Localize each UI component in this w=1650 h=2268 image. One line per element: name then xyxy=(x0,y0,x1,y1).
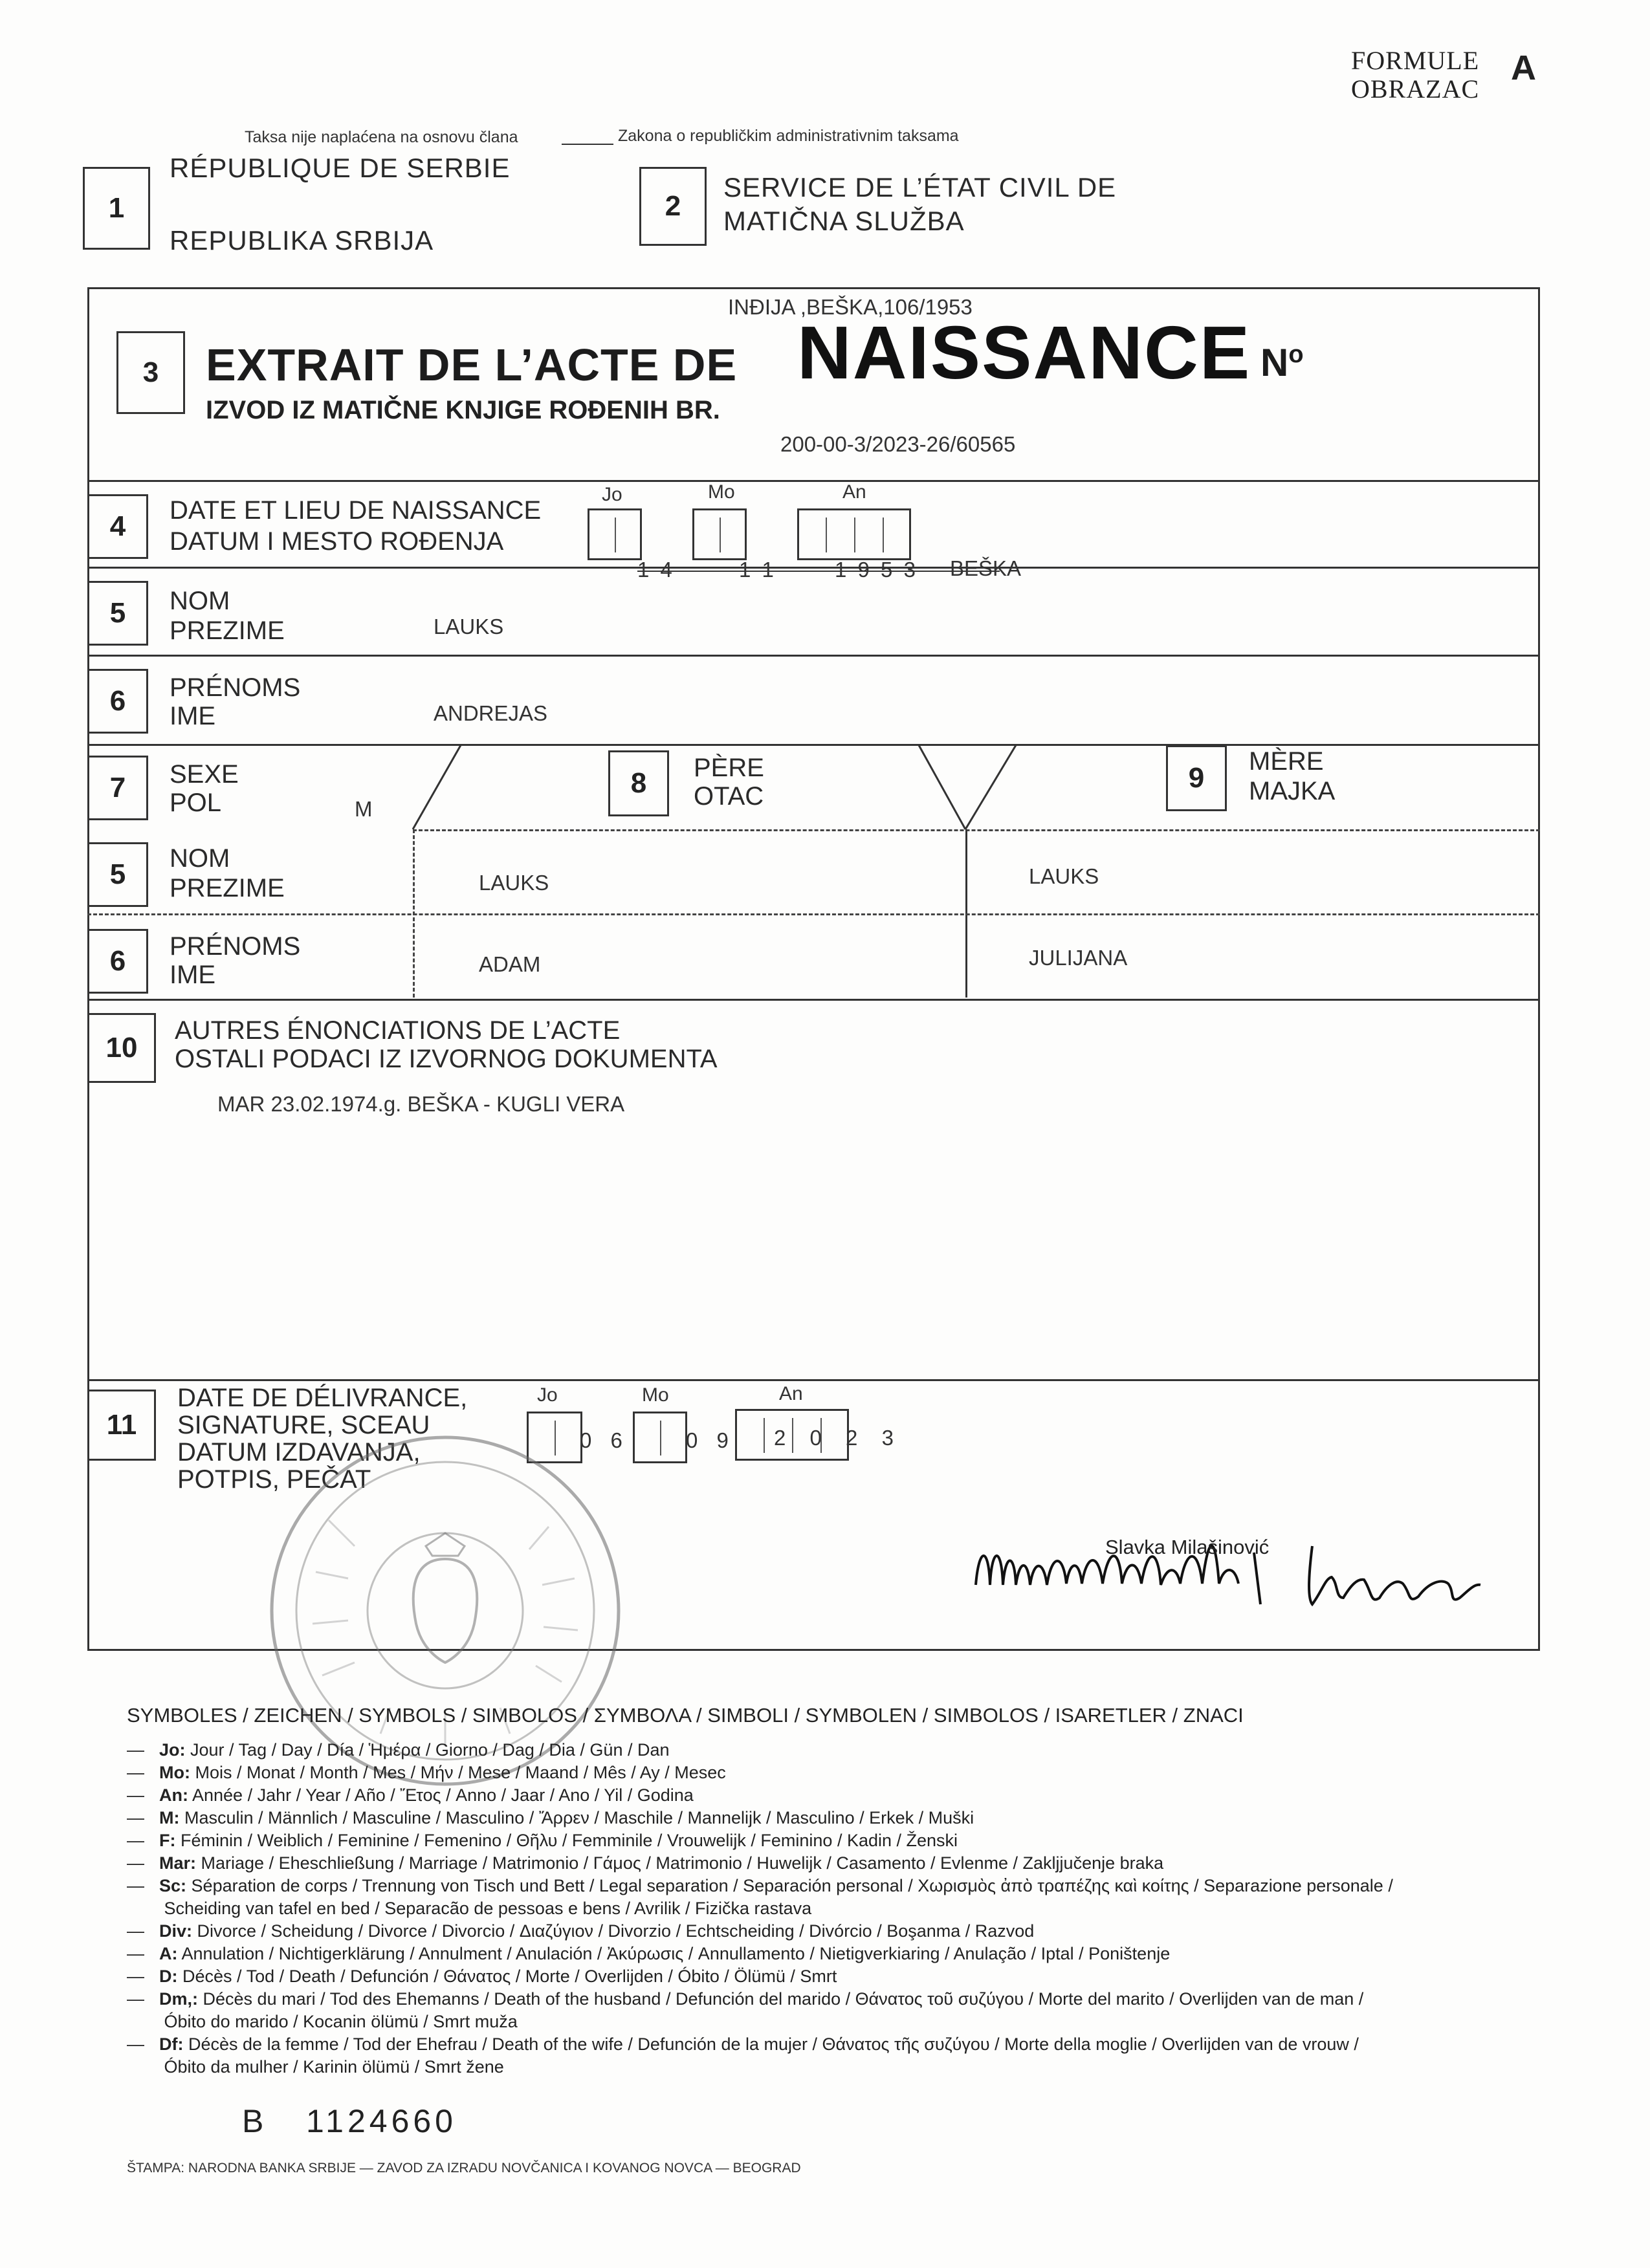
legend-bullet: — xyxy=(127,1944,144,1963)
tax-note-part2: Zakona o republičkim administrativnim taksama xyxy=(618,127,959,145)
legend-item xyxy=(127,1965,1393,1988)
civil-service-sr: MATIČNA SLUŽBA xyxy=(723,206,965,236)
parents-surname-number: 5 xyxy=(87,842,148,907)
other-info-label-sr: OSTALI PODACI IZ IZVORNOG DOKUMENTA xyxy=(175,1045,718,1073)
other-info-label-fr: AUTRES ÉNONCIATIONS DE L’ACTE xyxy=(175,1016,621,1045)
legend-key: A: xyxy=(159,1944,178,1963)
legend-bullet: — xyxy=(127,1989,144,2009)
row-11-number: 11 xyxy=(87,1390,156,1461)
serial-number xyxy=(242,2102,457,2140)
parents-given-name-label-fr: PRÉNOMS xyxy=(170,932,301,961)
legend-key: F: xyxy=(159,1831,176,1850)
issue-date-label-3: DATUM IZDAVANJA, xyxy=(177,1438,421,1467)
legend-bullet: — xyxy=(127,1740,144,1760)
legend-item xyxy=(127,1784,1393,1807)
legend-list xyxy=(127,1739,1393,2078)
formule-line-1: FORMULE xyxy=(1351,46,1480,75)
title-no-superscript: o xyxy=(1288,341,1304,368)
issue-day-value: 0 6 xyxy=(580,1428,629,1452)
legend-key: An: xyxy=(159,1785,188,1805)
legend-key: Dm,: xyxy=(159,1989,198,2009)
legend-bullet: — xyxy=(127,1921,144,1941)
legend-bullet: — xyxy=(127,1853,144,1873)
legend-item xyxy=(127,1761,1393,1784)
digit-separator xyxy=(764,1418,765,1453)
legend-bullet: — xyxy=(127,1785,144,1805)
registry-reference: INĐIJA ,BEŠKA,106/1953 xyxy=(728,295,973,319)
handwritten-signature xyxy=(950,1507,1506,1630)
legend-text: Jour / Tag / Day / Día / Ἡμέρα / Giorno / Dag / Dia / Gün / Dan xyxy=(190,1740,670,1760)
printer-imprint: ŠTAMPA: NARODNA BANKA SRBIJE — ZAVOD ZA IZRADU NOVČANICA I KOVANOG NOVCA — BEOGRAD xyxy=(127,2161,801,2175)
divider xyxy=(87,1379,1540,1381)
legend-key: Sc: xyxy=(159,1876,187,1895)
legend-bullet: — xyxy=(127,1831,144,1850)
legend-text: Annulation / Nichtigerklärung / Annulment / Anulación / Ἀκύρωσις / Annullamento / Nietigverkiaring / Anulação / Iptal / Poništenje xyxy=(181,1944,1171,1963)
legend-bullet: — xyxy=(127,1763,144,1782)
parents-given-name-label-sr: IME xyxy=(170,961,216,989)
issue-date-label-1: DATE DE DÉLIVRANCE, xyxy=(177,1384,468,1412)
parents-surname-label-sr: PREZIME xyxy=(170,874,285,902)
legend-text: Divorce / Scheidung / Divorce / Divorcio / Διαζύγιον / Divorzio / Echtscheiding / Divórcio / Boşanma / Razvod xyxy=(197,1921,1035,1941)
legend-text: Masculin / Männlich / Masculine / Masculino / Ἄρρεν / Maschile / Mannelijk / Masculino / Erkek / Muški xyxy=(184,1808,974,1827)
legend-text: Décès de la femme / Tod der Ehefrau / Death of the wife / Defunción de la mujer / Θάνατος τῆς συζύγου / Morte della moglie / Overlijden van de vrouw / xyxy=(188,2034,1359,2054)
row-10-number: 10 xyxy=(87,1013,156,1083)
given-name-value: ANDREJAS xyxy=(434,701,548,725)
certificate-number: 200-00-3/2023-26/60565 xyxy=(780,432,1016,456)
title-naissance: NAISSANCE xyxy=(797,311,1251,395)
row-5-number: 5 xyxy=(87,581,148,646)
row-6-number: 6 xyxy=(87,669,148,734)
mother-surname-value: LAUKS xyxy=(1029,864,1099,888)
legend-item xyxy=(127,1829,1393,1852)
legend-bullet: — xyxy=(127,1808,144,1827)
legend-item xyxy=(127,2056,1393,2078)
formule-letter: A xyxy=(1511,49,1536,87)
marriage-note: MAR 23.02.1974.g. BEŠKA - KUGLI VERA xyxy=(217,1092,625,1116)
year-header: An xyxy=(842,481,866,503)
legend-text: Séparation de corps / Trennung von Tisch und Bett / Legal separation / Separación personal / Χωρισμὸς ἀπὸ τραπέζης καὶ κοίτης / Separazione personale / xyxy=(191,1876,1393,1895)
birth-year-value: 1 9 5 3 xyxy=(835,558,918,582)
row-7-number: 7 xyxy=(87,756,148,820)
box-3-number: 3 xyxy=(116,331,185,414)
legend-text: Décès du mari / Tod des Ehemanns / Death of the husband / Defunción del marido / Θάνατος τοῦ συζύγου / Morte del marito / Overlijden van de man / xyxy=(203,1989,1364,2009)
issue-year-value: 2 0 2 3 xyxy=(774,1426,903,1450)
issue-year-header: An xyxy=(779,1383,803,1404)
box-1-number: 1 xyxy=(83,167,150,250)
legend-key: D: xyxy=(159,1967,178,1986)
mother-label-sr: MAJKA xyxy=(1249,777,1336,805)
issue-day-header: Jo xyxy=(537,1384,558,1406)
mother-number: 9 xyxy=(1166,745,1227,811)
parent-divider-right xyxy=(965,745,1016,829)
title-subtitle-sr: IZVOD IZ MATIČNE KNJIGE ROĐENIH BR. xyxy=(206,396,720,424)
legend-key: Mar: xyxy=(159,1853,197,1873)
legend-key: M: xyxy=(159,1808,180,1827)
legend-text: Scheiding van tafel en bed / Separacão de pessoas e bens / Avrilik / Fizička rastava xyxy=(164,1899,812,1918)
legend-text: Décès / Tod / Death / Defunción / Θάνατος / Morte / Overlijden / Óbito / Ölümü / Smrt xyxy=(182,1967,837,1986)
father-given-name-value: ADAM xyxy=(479,952,541,976)
mother-given-name-value: JULIJANA xyxy=(1029,946,1128,970)
issue-date-label-2: SIGNATURE, SCEAU xyxy=(177,1411,430,1439)
republic-fr: RÉPUBLIQUE DE SERBIE xyxy=(170,153,511,183)
legend-bullet: — xyxy=(127,1876,144,1895)
legend-item xyxy=(127,1875,1393,1897)
issue-month-value: 0 9 xyxy=(686,1428,735,1452)
day-header: Jo xyxy=(602,484,622,505)
father-number: 8 xyxy=(608,750,669,816)
surname-value: LAUKS xyxy=(434,615,504,638)
legend-item xyxy=(127,2033,1393,2056)
legend-key: Jo: xyxy=(159,1740,186,1760)
row-4-number: 4 xyxy=(87,494,148,559)
given-name-label-sr: IME xyxy=(170,702,216,730)
father-label-sr: OTAC xyxy=(694,782,764,811)
title-extrait: EXTRAIT DE L’ACTE DE xyxy=(206,340,738,390)
month-header: Mo xyxy=(708,481,735,503)
given-name-label-fr: PRÉNOMS xyxy=(170,673,301,702)
title-no-letter: N xyxy=(1260,341,1289,384)
tax-note-part1: Taksa nije naplaćena na osnovu člana xyxy=(245,128,518,146)
republic-sr: REPUBLIKA SRBIJA xyxy=(170,225,434,256)
serial-series: B xyxy=(242,2103,268,2139)
legend-key: Div: xyxy=(159,1921,193,1941)
surname-label-fr: NOM xyxy=(170,587,230,615)
legend-bullet: — xyxy=(127,2034,144,2054)
legend-item xyxy=(127,1852,1393,1875)
formule-line-2: OBRAZAC xyxy=(1351,74,1480,104)
legend-text: Féminin / Weiblich / Feminine / Femenino / Θῆλυ / Femminile / Vrouwelijk / Feminino / Kadin / Ženski xyxy=(181,1831,958,1850)
mother-label-fr: MÈRE xyxy=(1249,747,1324,776)
legend-key: Mo: xyxy=(159,1763,190,1782)
divider xyxy=(87,999,1540,1001)
parents-surname-label-fr: NOM xyxy=(170,844,230,873)
legend-text: Année / Jahr / Year / Año / Ἔτος / Anno / Jaar / Ano / Yil / Godina xyxy=(192,1785,694,1805)
sex-label-sr: POL xyxy=(170,789,222,817)
sex-label-fr: SEXE xyxy=(170,760,239,789)
legend-text: Óbito do marido / Kocanin ölümü / Smrt muža xyxy=(164,2012,518,2031)
parent-divider-left xyxy=(919,745,965,829)
birth-date-label-fr: DATE ET LIEU DE NAISSANCE xyxy=(170,496,542,525)
dashed-divider xyxy=(413,829,1540,831)
legend-item xyxy=(127,1897,1393,1920)
sex-divider-diagonal xyxy=(413,745,461,829)
official-seal-stamp xyxy=(251,1430,639,1792)
legend-text: Mois / Monat / Month / Mes / Μήν / Mese / Maand / Mês / Ay / Mesec xyxy=(195,1763,726,1782)
legend-item xyxy=(127,1943,1393,1965)
legend-item xyxy=(127,1739,1393,1761)
legend-text: Mariage / Eheschließung / Marriage / Matrimonio / Γάμος / Matrimonio / Huwelijk / Casamento / Evlenme / Zakljjučenje braka xyxy=(201,1853,1164,1873)
legend-item xyxy=(127,2011,1393,2033)
parents-given-name-number: 6 xyxy=(87,929,148,994)
dashed-divider xyxy=(87,913,1540,915)
legend-item xyxy=(127,1807,1393,1829)
civil-service-fr: SERVICE DE L’ÉTAT CIVIL DE xyxy=(723,172,1117,202)
surname-label-sr: PREZIME xyxy=(170,616,285,645)
symbols-header: SYMBOLES / ZEICHEN / SYMBOLS / SIMBOLOS / ΣΥΜΒΟΛΑ / SIMBOLI / SYMBOLEN / SIMBOLOS / ISARETLER / ZNACI xyxy=(127,1704,1244,1727)
digit-separator xyxy=(660,1421,661,1456)
signatory-name: Slavka Milašinović xyxy=(1105,1536,1270,1558)
legend-text: Óbito da mulher / Karinin ölümü / Smrt žene xyxy=(164,2057,504,2077)
legend-item xyxy=(127,1920,1393,1943)
box-2-number: 2 xyxy=(639,167,707,246)
sex-value: M xyxy=(355,797,373,821)
father-label-fr: PÈRE xyxy=(694,754,764,782)
legend-bullet: — xyxy=(127,1967,144,1986)
father-surname-value: LAUKS xyxy=(479,871,549,895)
birth-day-value: 1 4 xyxy=(637,558,675,582)
birth-date-label-sr: DATUM I MESTO ROĐENJA xyxy=(170,527,504,556)
legend-key: Df: xyxy=(159,2034,184,2054)
serial-value: 1124660 xyxy=(306,2103,457,2139)
birth-month-value: 1 1 xyxy=(739,558,776,582)
issue-month-header: Mo xyxy=(642,1384,669,1406)
legend-item xyxy=(127,1988,1393,2011)
birth-place-value: BEŠKA xyxy=(950,556,1022,580)
issue-date-label-4: POTPIS, PEČAT xyxy=(177,1465,371,1494)
